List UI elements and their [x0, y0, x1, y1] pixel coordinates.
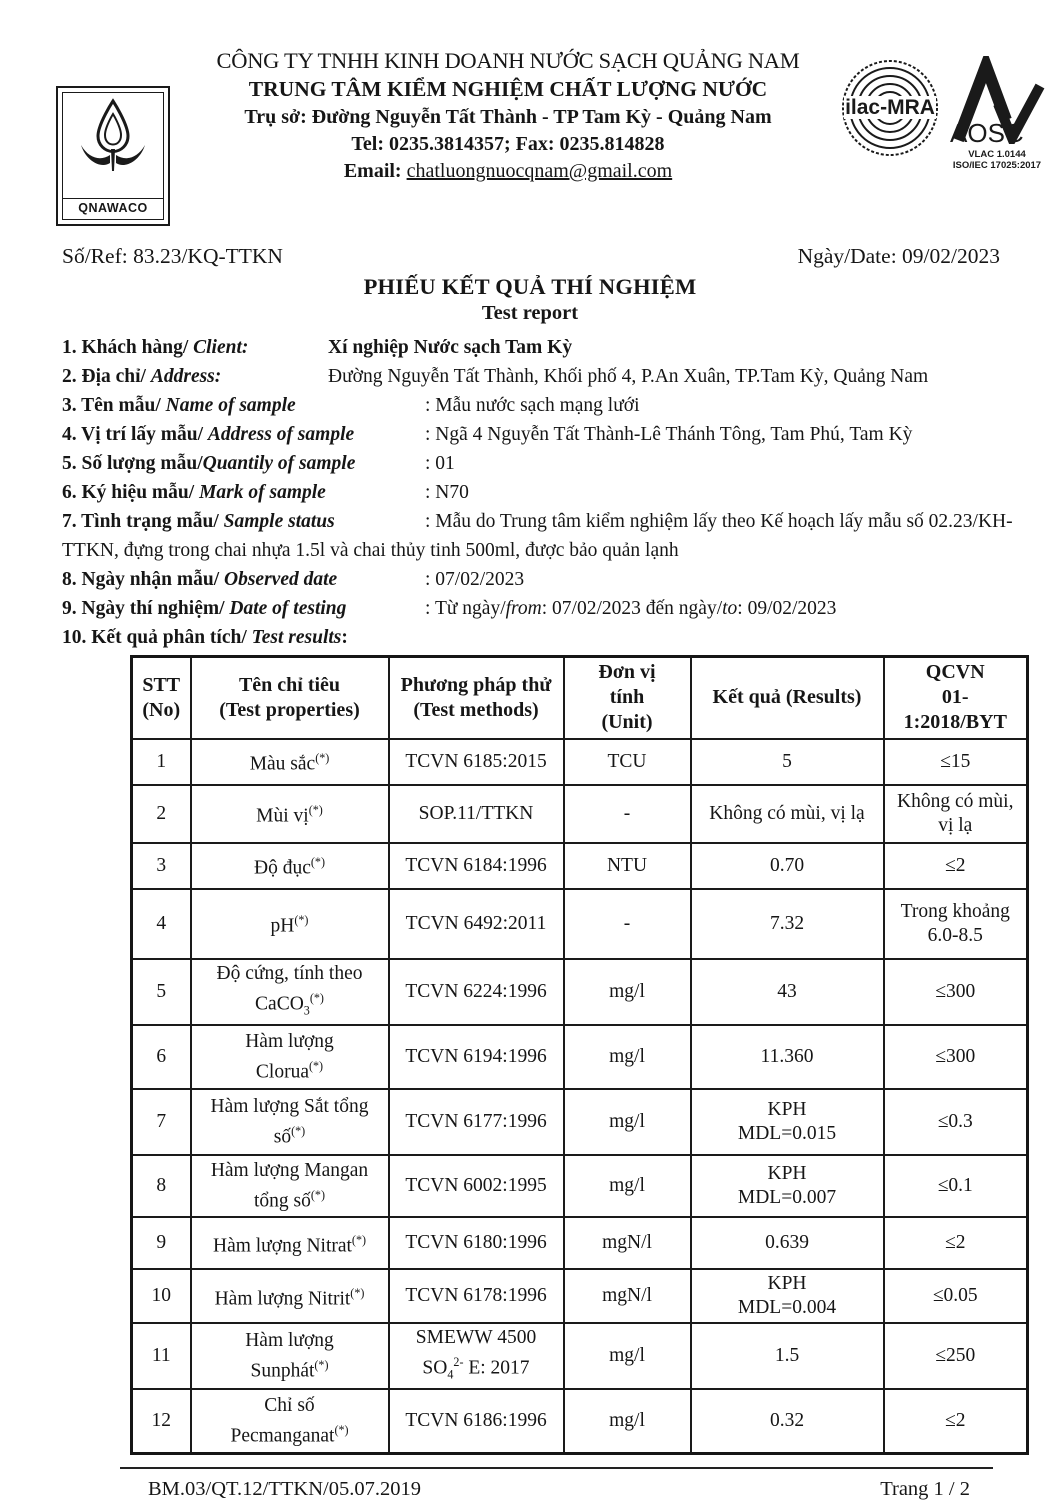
results-table-header-row [132, 657, 1028, 739]
cell-method: TCVN 6194:1996 [389, 1025, 564, 1089]
center-name: TRUNG TÂM KIỂM NGHIỆM CHẤT LƯỢNG NƯỚC [248, 77, 768, 101]
info-item-value: Đường Nguyễn Tất Thành, Khối phố 4, P.An Xuân, TP.Tam Kỳ, Quảng Nam [328, 366, 929, 387]
table-row [132, 1089, 1028, 1155]
info-item [62, 449, 1020, 478]
cell-unit: mg/l [564, 959, 691, 1025]
cell-limit: ≤250 [884, 1323, 1028, 1389]
cell-limit: Không có mùi, vị lạ [884, 785, 1028, 843]
cell-property: Hàm lượng Nitrit(*) [191, 1269, 389, 1323]
info-item-value: : Từ ngày/from: 07/02/2023 đến ngày/to: 09/02/2023 [425, 598, 837, 619]
aosc-cert-standard: ISO/IEC 17025:2017 [952, 160, 1042, 171]
table-row [132, 785, 1028, 843]
email-label: Email: [343, 160, 402, 182]
ilac-mra-label: ilac-MRA [845, 96, 935, 119]
info-item [62, 478, 1020, 507]
info-item [62, 391, 1020, 420]
info-item-label-en: Date of testing [229, 598, 347, 619]
document-ref: Số/Ref: 83.23/KQ-TTKN [62, 244, 283, 268]
certification-logos [840, 56, 1046, 228]
cell-method: TCVN 6492:2011 [389, 889, 564, 959]
info-item-label-en: Observed date [224, 569, 338, 590]
cell-limit: ≤0.3 [884, 1089, 1028, 1155]
cell-property: Hàm lượng Sắt tổng số(*) [191, 1089, 389, 1155]
info-item-label-vn: 9. Ngày thí nghiệm/ [62, 598, 230, 619]
cell-method: TCVN 6185:2015 [389, 739, 564, 785]
info-item-label-en: Address of sample [207, 424, 355, 445]
info-item-label-vn: 7. Tình trạng mẫu/ [62, 511, 224, 532]
cell-limit: ≤0.1 [884, 1155, 1028, 1217]
qnawaco-logo-inner [62, 92, 164, 220]
cell-method: TCVN 6224:1996 [389, 959, 564, 1025]
aosc-cert-number: VLAC 1.0144 [968, 149, 1026, 160]
ilac-mra-logo [840, 56, 940, 228]
cell-property: Mùi vị(*) [191, 785, 389, 843]
info-item [62, 507, 1020, 565]
info-item-value: : Mẫu do Trung tâm kiểm nghiệm lấy theo Kế hoạch lấy mẫu số 02.23/KH-TTKN, đựng trong chai nhựa 1.5l và chai thủy tinh 500ml, được bảo quản lạnh [62, 511, 1013, 561]
info-item-label-vn: 5. Số lượng mẫu/ [62, 453, 203, 474]
info-item-label-en: Sample status [223, 511, 335, 532]
cell-no: 6 [132, 1025, 191, 1089]
company-name: CÔNG TY TNHH KINH DOANH NƯỚC SẠCH QUẢNG NAM [216, 48, 800, 73]
cell-method: TCVN 6178:1996 [389, 1269, 564, 1323]
cell-no: 2 [132, 785, 191, 843]
cell-limit: ≤2 [884, 1217, 1028, 1269]
cell-no: 11 [132, 1323, 191, 1389]
cell-result: 5 [691, 739, 884, 785]
info-item [62, 333, 1020, 362]
aosc-label: AOSC [950, 118, 1024, 144]
cell-no: 4 [132, 889, 191, 959]
cell-method: TCVN 6186:1996 [389, 1389, 564, 1453]
cell-property: Hàm lượng Clorua(*) [191, 1025, 389, 1089]
table-row [132, 1269, 1028, 1323]
cell-property: Hàm lượng Mangan tổng số(*) [191, 1155, 389, 1217]
info-item-label-vn: 1. Khách hàng/ [62, 337, 194, 358]
col-header-no: STT (No) [132, 657, 191, 739]
cell-result: 7.32 [691, 889, 884, 959]
info-item-value: : N70 [425, 482, 469, 503]
info-item-label-vn: 3. Tên mẫu/ [62, 395, 166, 416]
info-item [62, 594, 1020, 623]
cell-method: SOP.11/TTKN [389, 785, 564, 843]
info-item-label [62, 565, 425, 594]
letterhead-text [170, 46, 840, 228]
info-item-label-en: Mark of sample [199, 482, 326, 503]
results-table-body [132, 739, 1028, 1454]
ref-date-row [62, 244, 1000, 269]
info-item-label-vn: 2. Địa chỉ/ [62, 366, 151, 387]
cell-result: 0.32 [691, 1389, 884, 1453]
table-row [132, 1323, 1028, 1389]
page-title: PHIẾU KẾT QUẢ THÍ NGHIỆM [363, 274, 697, 299]
info-item-label-en: Name of sample [165, 395, 296, 416]
form-code: BM.03/QT.12/TTKN/05.07.2019 [148, 1477, 421, 1500]
cell-limit: ≤2 [884, 843, 1028, 889]
col-header-unit: Đơn vị tính (Unit) [564, 657, 691, 739]
info-item-label-en: Client: [193, 337, 249, 358]
col-header-method: Phương pháp thử (Test methods) [389, 657, 564, 739]
cell-method: TCVN 6002:1995 [389, 1155, 564, 1217]
table-row [132, 739, 1028, 785]
cell-property: Độ cứng, tính theo CaCO$_3$(*) [191, 959, 389, 1025]
col-header-property: Tên chỉ tiêu (Test properties) [191, 657, 389, 739]
info-item-label [62, 391, 425, 420]
footer-row [148, 1478, 970, 1500]
letterhead [0, 46, 1060, 228]
qnawaco-logo-label: QNAWACO [63, 198, 163, 219]
cell-result: 0.70 [691, 843, 884, 889]
footer-divider [120, 1467, 993, 1469]
cell-unit: mg/l [564, 1089, 691, 1155]
cell-unit: mg/l [564, 1323, 691, 1389]
results-table [130, 655, 1029, 1455]
email-line [180, 160, 836, 183]
qnawaco-logo [56, 86, 170, 226]
cell-unit: mg/l [564, 1155, 691, 1217]
info-item-label [62, 333, 328, 362]
info-item-label-en: Test results [251, 627, 342, 648]
info-item-label-vn: 10. Kết quả phân tích/ [62, 627, 252, 648]
page-subtitle: Test report [481, 302, 579, 324]
cell-method: TCVN 6180:1996 [389, 1217, 564, 1269]
table-row [132, 959, 1028, 1025]
info-item-label-vn: 4. Vị trí lấy mẫu/ [62, 424, 208, 445]
cell-unit: mgN/l [564, 1217, 691, 1269]
info-item-label-vn: 6. Ký hiệu mẫu/ [62, 482, 200, 503]
email-link[interactable]: chatluongnuocqnam@gmail.com [406, 160, 673, 182]
aosc-logo [948, 56, 1046, 228]
cell-limit: ≤15 [884, 739, 1028, 785]
cell-unit: TCU [564, 739, 691, 785]
ilac-mra-icon [840, 56, 940, 164]
table-row [132, 889, 1028, 959]
cell-no: 5 [132, 959, 191, 1025]
cell-limit: ≤0.05 [884, 1269, 1028, 1323]
cell-result: Không có mùi, vị lạ [691, 785, 884, 843]
info-item-label [62, 449, 425, 478]
info-item-value: : 07/02/2023 [425, 569, 525, 590]
water-drop-hands-icon [77, 97, 149, 183]
info-item-label [62, 478, 425, 507]
cell-unit: mg/l [564, 1025, 691, 1089]
cell-no: 3 [132, 843, 191, 889]
cell-unit: mgN/l [564, 1269, 691, 1323]
info-item-label-en: Address: [150, 366, 222, 387]
table-row [132, 1217, 1028, 1269]
col-header-limit: QCVN 01- 1:2018/BYT [884, 657, 1028, 739]
cell-no: 8 [132, 1155, 191, 1217]
info-item-label [62, 420, 425, 449]
address-line: Trụ sở: Đường Nguyễn Tất Thành - TP Tam Kỳ - Quảng Nam [244, 106, 772, 128]
info-item-value: : Mẫu nước sạch mạng lưới [425, 395, 640, 416]
cell-property: Chỉ số Pecmanganat(*) [191, 1389, 389, 1453]
cell-result: KPH MDL=0.004 [691, 1269, 884, 1323]
info-list [62, 333, 1020, 652]
info-item [62, 565, 1020, 594]
results-table-head [132, 657, 1028, 739]
cell-no: 9 [132, 1217, 191, 1269]
info-item-label [62, 507, 425, 536]
cell-unit: mg/l [564, 1389, 691, 1453]
cell-unit: - [564, 889, 691, 959]
cell-method: SMEWW 4500 $SO_4^{2-}$ E: 2017 [389, 1323, 564, 1389]
cell-no: 12 [132, 1389, 191, 1453]
info-item-label-en: Quantily of sample [202, 453, 356, 474]
col-header-result: Kết quả (Results) [691, 657, 884, 739]
info-item-label [62, 362, 328, 391]
table-row [132, 1025, 1028, 1089]
info-item-label-vn: 8. Ngày nhận mẫu/ [62, 569, 224, 590]
cell-result: 11.360 [691, 1025, 884, 1089]
document-date: Ngày/Date: 09/02/2023 [797, 244, 1000, 268]
cell-property: pH(*) [191, 889, 389, 959]
cell-result: 43 [691, 959, 884, 1025]
cell-result: 1.5 [691, 1323, 884, 1389]
info-item [62, 362, 1020, 391]
cell-no: 7 [132, 1089, 191, 1155]
cell-unit: - [564, 785, 691, 843]
cell-limit: ≤300 [884, 1025, 1028, 1089]
cell-limit: ≤2 [884, 1389, 1028, 1453]
info-item [62, 623, 1020, 652]
cell-result: KPH MDL=0.015 [691, 1089, 884, 1155]
info-item-label [62, 594, 425, 623]
cell-property: Độ đục(*) [191, 843, 389, 889]
info-item [62, 420, 1020, 449]
cell-limit: ≤300 [884, 959, 1028, 1025]
info-item-label [62, 627, 348, 648]
table-row [132, 1389, 1028, 1453]
cell-limit: Trong khoảng 6.0-8.5 [884, 889, 1028, 959]
cell-method: TCVN 6184:1996 [389, 843, 564, 889]
aosc-check-icon [948, 56, 1046, 144]
info-item-value: Xí nghiệp Nước sạch Tam Kỳ [328, 337, 573, 358]
page-number: Trang 1 / 2 [880, 1477, 970, 1500]
cell-result: 0.639 [691, 1217, 884, 1269]
info-item-label-suffix: : [341, 627, 348, 648]
cell-property: Màu sắc(*) [191, 739, 389, 785]
cell-no: 10 [132, 1269, 191, 1323]
info-item-value: : 01 [425, 453, 455, 474]
cell-property: Hàm lượng Nitrat(*) [191, 1217, 389, 1269]
tel-fax-line: Tel: 0235.3814357; Fax: 0235.814828 [351, 133, 665, 155]
cell-result: KPH MDL=0.007 [691, 1155, 884, 1217]
info-item-value: : Ngã 4 Nguyễn Tất Thành-Lê Thánh Tông, Tam Phú, Tam Kỳ [425, 424, 913, 445]
cell-method: TCVN 6177:1996 [389, 1089, 564, 1155]
table-row [132, 1155, 1028, 1217]
cell-unit: NTU [564, 843, 691, 889]
cell-property: Hàm lượng Sunphát(*) [191, 1323, 389, 1389]
cell-no: 1 [132, 739, 191, 785]
table-row [132, 843, 1028, 889]
